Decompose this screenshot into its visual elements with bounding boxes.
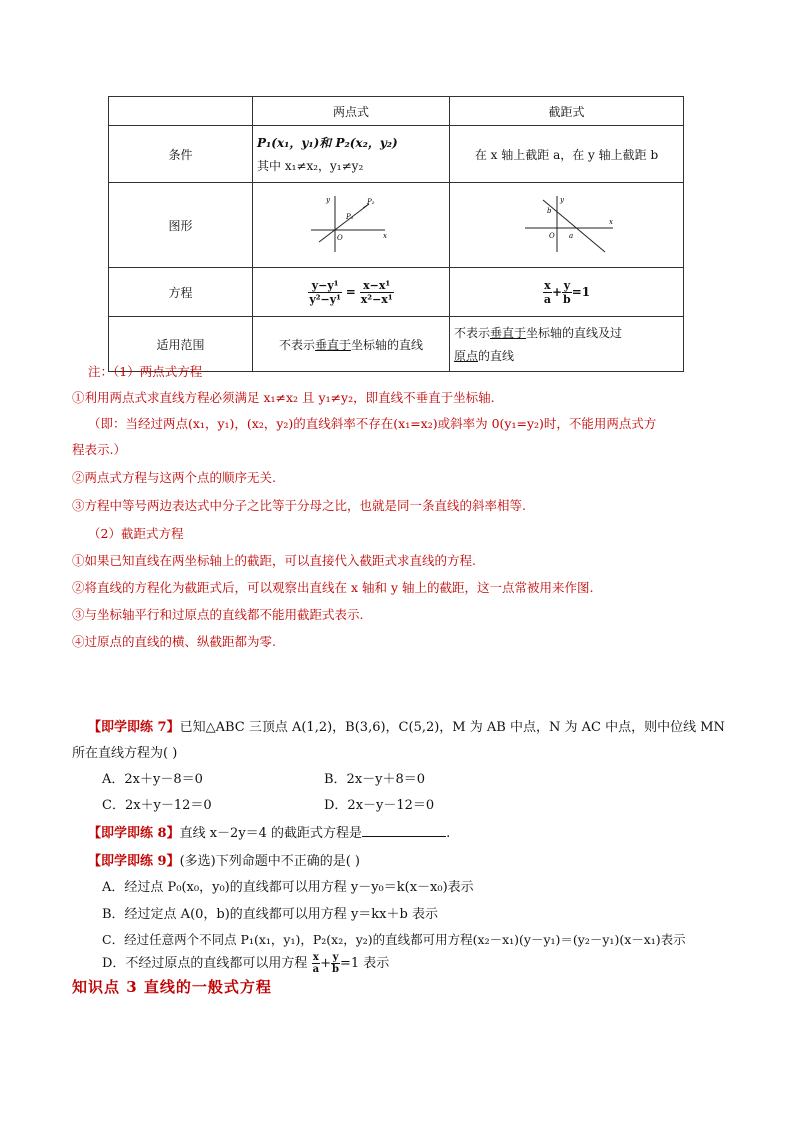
option-b: B．2x－y＋8＝0: [324, 772, 426, 787]
exercise-8: [88, 822, 450, 841]
frac-numerator: x: [544, 278, 551, 292]
intercept-graph: [519, 194, 615, 254]
cell-two-point-scope: [253, 317, 450, 372]
scope-text: 坐标轴的直线: [351, 337, 424, 352]
x-axis-label: x: [608, 217, 613, 226]
exercise-tag: 【即学即练 8】: [88, 826, 180, 841]
x-intercept-label: a: [568, 231, 573, 240]
option-d: D．不经过原点的直线都可以用方程 $\frac{x}{a}$ + $\frac{y}{b}$ =1 表示: [102, 952, 390, 975]
frac-numerator: x: [312, 952, 319, 963]
option-c: C．经过任意两个不同点 P₁(x₁，y₁)，P₂(x₂，y₂)的直线都可用方程(x₂－x₁)(y－y₁)＝(y₂－y₁)(x－x₁)表示: [102, 932, 686, 947]
table-row-equation: [109, 268, 684, 317]
section-heading: 知识点 3 直线的一般式方程: [72, 978, 272, 996]
y-axis-label: y: [559, 195, 564, 204]
two-point-fraction-left: [308, 279, 342, 306]
intercept-line: [543, 200, 605, 252]
exercise-tag: 【即学即练 7】: [88, 720, 180, 735]
scope-text: 不表示: [454, 326, 491, 340]
cell-two-point-figure: [253, 183, 450, 268]
frac-denominator: b: [563, 292, 571, 306]
option-a: A．2x＋y－8＝0: [102, 772, 203, 787]
option-b: B．经过定点 A(0，b)的直线都可以用方程 y＝kx＋b 表示: [102, 907, 438, 922]
exercise-text: 直线 x－2y＝4 的截距式方程是: [179, 826, 363, 841]
p2-label: P₂: [367, 197, 375, 206]
option-c: C．2x＋y－12＝0: [102, 798, 212, 813]
y-intercept-label: b: [546, 206, 551, 215]
two-point-fraction-right: [360, 279, 394, 306]
two-point-graph: [311, 194, 391, 254]
cell-two-point-condition: [253, 126, 450, 183]
intercept-fraction-y: [562, 279, 572, 306]
note-line: ①利用两点式求直线方程必须满足 x₁≠x₂ 且 y₁≠y₂，即直线不垂直于坐标轴.: [72, 390, 495, 405]
cell-two-point-equation: $\frac{\text{y−y¹}}{\text{y²−y¹}}$ = $\frac{\text{x−x¹}}{\text{x²−x¹}}$: [253, 268, 450, 317]
scope-underline: 原点: [454, 349, 479, 363]
frac-denominator: b: [331, 964, 339, 975]
label-scope: 适用范围: [109, 317, 253, 372]
option-d-text: =1 表示: [339, 956, 390, 971]
note-line: ④过原点的直线的横、纵截距都为零.: [72, 634, 276, 649]
note-line: （即：当经过两点(x₁，y₁)，(x₂，y₂)的直线斜率不存在(x₁=x₂)或斜率为 0(y₁=y₂)时，不能用两点式方: [88, 416, 657, 431]
label-condition: 条件: [109, 126, 253, 183]
exercise-7-line2: 所在直线方程为( ): [72, 746, 178, 761]
answer-blank[interactable]: [362, 824, 446, 837]
comparison-table: [108, 96, 684, 372]
frac-denominator: y²−y¹: [309, 292, 341, 306]
cell-intercept-scope: [450, 317, 684, 372]
note-line: ③与坐标轴平行和过原点的直线都不能用截距式表示.: [72, 607, 364, 622]
intercept-rhs: =1: [571, 284, 591, 299]
two-point-cond-line1: P₁(x₁，y₁)和 P₂(x₂，y₂): [257, 136, 398, 150]
intercept-fraction-x: [543, 279, 552, 306]
note-line: 程表示.）: [72, 442, 126, 457]
origin-label: O: [548, 231, 555, 240]
p1-label: P₁: [346, 212, 354, 221]
exercise-end: .: [446, 826, 451, 841]
cell-intercept-condition: 在 x 轴上截距 a，在 y 轴上截距 b: [450, 126, 684, 183]
exercise-text: (多选)下列命题中不正确的是( ): [179, 854, 360, 869]
note-line: （2）截距式方程: [88, 526, 184, 541]
header-two-point: 两点式: [253, 97, 450, 126]
scope-text: 的直线: [478, 349, 515, 363]
line-through-points: [319, 204, 369, 242]
option-d: D．2x－y－12＝0: [324, 798, 435, 813]
frac-denominator: a: [312, 964, 320, 975]
note-line: 注：（1）两点式方程: [88, 364, 203, 379]
note-line: ①如果已知直线在两坐标轴上的截距，可以直接代入截距式求直线的方程.: [72, 553, 476, 568]
scope-text: 不表示: [278, 337, 315, 352]
exercise-9: [88, 850, 360, 869]
exercise-7-line1: [88, 716, 725, 735]
fraction-y-over-b: [331, 952, 340, 975]
cell-intercept-figure: [450, 183, 684, 268]
option-d-text: D．不经过原点的直线都可以用方程: [102, 956, 308, 971]
scope-underline: 垂直于: [314, 337, 351, 352]
exercise-text: 已知△ABC 三顶点 A(1,2)，B(3,6)，C(5,2)，M 为 AB 中点，N 为 AC 中点，则中位线 MN: [179, 720, 725, 735]
two-point-cond-line2: 其中 x₁≠x₂，y₁≠y₂: [257, 159, 364, 173]
label-equation: 方程: [109, 268, 253, 317]
note-line: ②两点式方程与这两个点的顺序无关.: [72, 470, 276, 485]
fraction-x-over-a: [312, 952, 320, 975]
cell-intercept-equation: $\frac{x}{a}$ + $\frac{y}{b}$ =1: [450, 268, 684, 317]
note-line: ③方程中等号两边表达式中分子之比等于分母之比，也就是同一条直线的斜率相等.: [72, 498, 526, 513]
frac-numerator: x−x¹: [360, 279, 394, 293]
scope-text: 坐标轴的直线及过: [526, 326, 623, 340]
exercise-tag: 【即学即练 9】: [88, 854, 180, 869]
header-empty: [109, 97, 253, 126]
label-figure: 图形: [109, 183, 253, 268]
scope-underline: 垂直于: [490, 326, 527, 340]
table-header-row: [109, 97, 684, 126]
table-row-figure: [109, 183, 684, 268]
frac-numerator: y: [332, 952, 339, 963]
x-axis-label: x: [383, 231, 387, 240]
option-a: A．经过点 P₀(x₀，y₀)的直线都可以用方程 y－y₀＝k(x－x₀)表示: [102, 880, 474, 895]
header-intercept: 截距式: [450, 97, 684, 126]
origin-label: O: [337, 233, 343, 242]
frac-numerator: y: [563, 278, 571, 292]
frac-denominator: x²−x¹: [360, 292, 393, 306]
frac-denominator: a: [543, 292, 551, 306]
y-axis-label: y: [326, 195, 330, 204]
note-line: ②将直线的方程化为截距式后，可以观察出直线在 x 轴和 y 轴上的截距，这一点常被用来作图.: [72, 580, 594, 595]
table-row-condition: [109, 126, 684, 183]
frac-numerator: y−y¹: [308, 279, 342, 293]
